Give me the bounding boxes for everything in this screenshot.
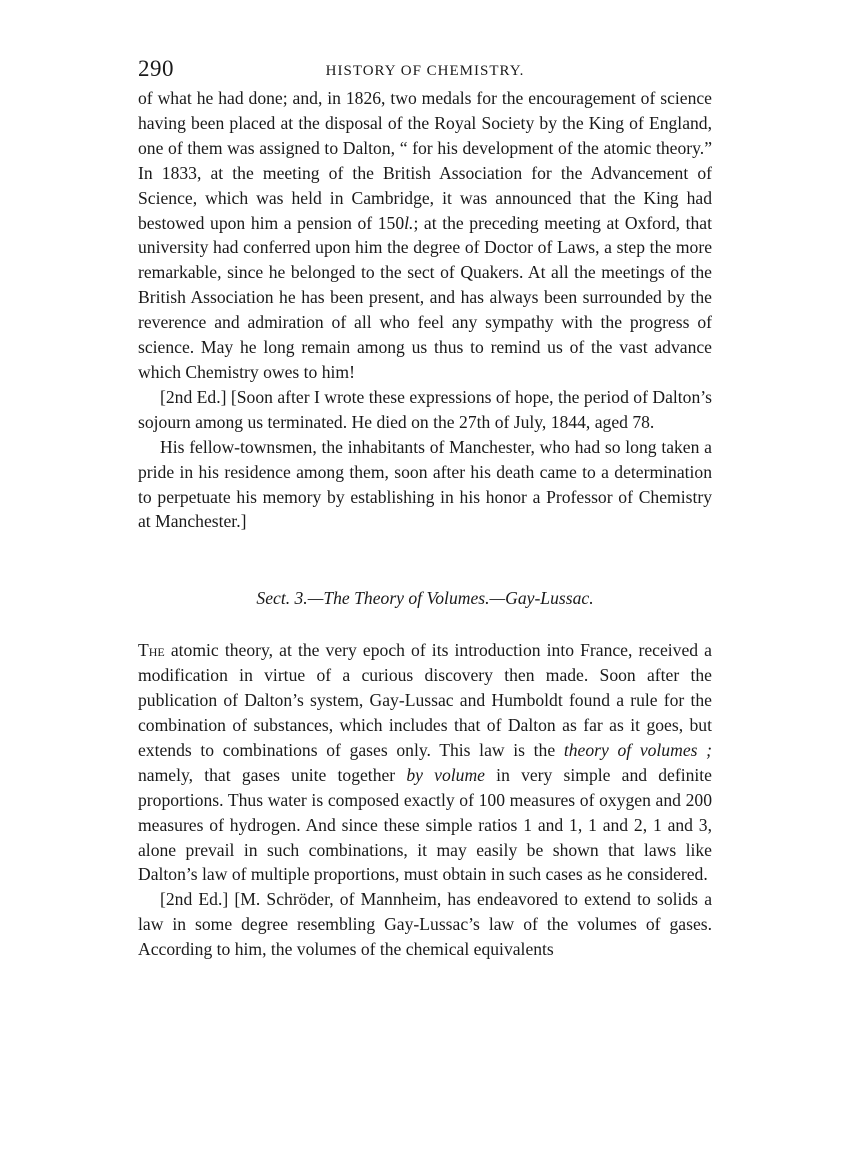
- pound-unit: l.: [404, 212, 414, 233]
- paragraph-dalton-memorial: His fellow-townsmen, the inhabitants of Manchester, who had so long taken a pride in his residence among them, soon after his death came to a determination to perpetuate his memory by establishing in his honor a Professor of Chemistry at Manchester.]: [138, 436, 712, 532]
- paragraph-schroeder: [2nd Ed.] [M. Schröder, of Mannheim, has endeavored to extend to solids a law in some degree resembling Gay-Lussac’s law of the volumes of gases. According to him, the volumes of the chemical equivalents: [138, 889, 712, 960]
- paragraph-text: of what he had done; and, in 1826, two medals for the encouragement of science having been placed at the disposal of the Royal Society by the King of England, one of them was assigned to Dalton, “ for his development of the atomic theory.” In 1833, at the meeting of the British Association for the Advancement of Science, which was held in Cambridge, it was announced that the King had bestowed upon him a pension of 150: [138, 88, 712, 233]
- section-heading: Sect. 3.—The Theory of Volumes.—Gay-Lussac.: [256, 588, 594, 609]
- paragraph-dalton-honors: [138, 86, 712, 385]
- book-page: [138, 52, 712, 962]
- running-head: [138, 52, 712, 86]
- paragraph-dalton-death: [2nd Ed.] [Soon after I wrote these expressions of hope, the period of Dalton’s sojourn among us terminated. He died on the 27th of July, 1844, aged 78.: [138, 386, 712, 432]
- paragraph-theory-of-volumes: [138, 638, 712, 887]
- paragraph-text: in very simple and definite proportions. Thus water is composed exactly of 100 measures of oxygen and 200 measures of hydrogen. And since these simple ratios 1 and 1, 1 and 2, 1 and 3, alone prevail in such combinations, it may easily be shown that laws like Dalton’s law of multiple proportions, must obtain in such cases as he considered.: [138, 764, 712, 885]
- emphasis-by-volume: by volume: [406, 764, 485, 785]
- running-title: HISTORY OF CHEMISTRY.: [325, 63, 525, 79]
- paragraph-text: namely, that gases unite together: [138, 764, 407, 785]
- paragraph-text: ; at the preceding meeting at Oxford, that university had conferred upon him the degree of Doctor of Laws, a step the more remarkable, since he belonged to the sect of Quakers. At all the meetings of the British Association he has been present, and has always been surrounded by the reverence and admiration of all who feel any sympathy with the progress of science. May he long remain among us thus to remind us of the vast advance which Chemistry owes to him!: [138, 212, 713, 382]
- lead-word: The: [138, 640, 165, 661]
- page-number: 290: [138, 56, 174, 81]
- paragraph-text: atomic theory, at the very epoch of its introduction into France, received a modification in virtue of a curious discovery then made. Soon after the publication of Dalton’s system, Gay-Lussac and Humboldt found a rule for the combination of substances, which includes that of Dalton as far as it goes, but extends to combinations of gases only. This law is the: [138, 640, 712, 760]
- emphasis-theory-of-volumes: theory of volumes ;: [563, 739, 713, 760]
